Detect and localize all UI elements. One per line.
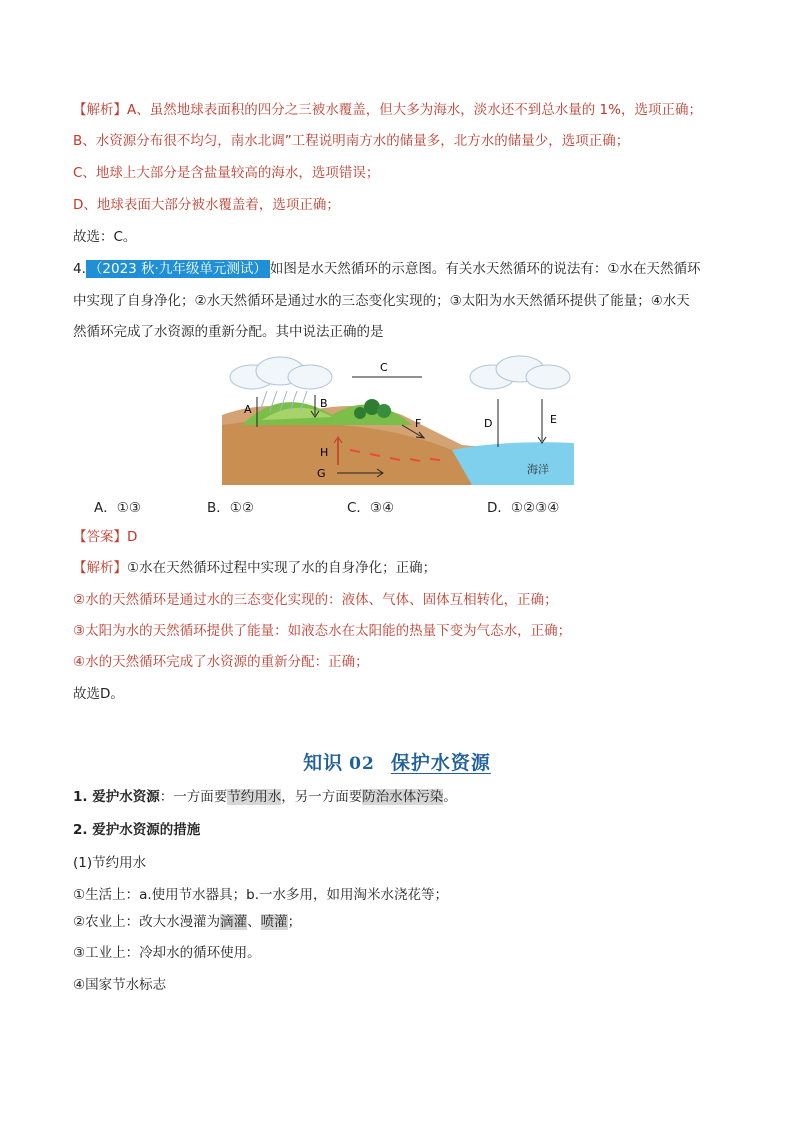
question-4-line-3: 然循环完成了水资源的重新分配。其中说法正确的是 <box>73 324 384 340</box>
highlight-save-water: 节约用水 <box>227 789 282 805</box>
para-1-text-b: ，另一方面要 <box>281 789 363 805</box>
highlight-spray: 喷灌 <box>260 914 288 930</box>
water-cycle-diagram <box>222 355 574 485</box>
tree <box>377 404 391 418</box>
section-prefix: 知识 <box>303 752 344 774</box>
content-para-6: ③工业上：冷却水的循环使用。 <box>73 945 261 961</box>
para-1-label: 1. 爱护水资源 <box>73 789 160 805</box>
ocean-label: 海洋 <box>527 463 549 476</box>
label-c: C <box>380 361 388 374</box>
highlight-prevent-pollution: 防治水体污染 <box>362 789 444 805</box>
content-para-5 <box>73 912 301 932</box>
highlight-drip: 滴灌 <box>220 914 248 930</box>
para-5-text-a: ②农业上：改大水漫灌为 <box>73 914 221 930</box>
ocean <box>452 442 574 485</box>
answer-line <box>73 527 137 547</box>
para-1-text-a: ：一方面要 <box>159 789 228 805</box>
analysis2-bracket: 【解析】 <box>73 560 127 576</box>
answer-value: D <box>127 529 138 545</box>
label-b: B <box>320 397 328 410</box>
question-text-1: 如图是水天然循环的示意图。有关水天然循环的说法有：①水在天然循环 <box>269 261 701 277</box>
analysis-conclusion: 故选：C。 <box>73 229 137 245</box>
option-a[interactable]: A．①③ <box>94 500 141 516</box>
option-b[interactable]: B．①② <box>207 500 254 516</box>
label-d: D <box>484 417 493 430</box>
question-4-line-1 <box>73 259 700 279</box>
analysis2-conclusion: 故选D。 <box>73 686 124 702</box>
analysis2-line-4: ④水的天然循环完成了水资源的重新分配：正确； <box>73 654 369 670</box>
analysis2-line-1 <box>73 558 436 578</box>
analysis-line-b: B、水资源分布很不均匀，南水北调”工程说明南方水的储量多，北方水的储量少，选项正确； <box>73 133 630 149</box>
para-5-text-b: 、 <box>247 914 261 930</box>
section-heading: 保护水资源 <box>390 752 491 774</box>
analysis-line-d: D、地球表面大部分被水覆盖着，选项正确； <box>73 197 340 213</box>
section-title <box>0 748 794 775</box>
content-para-2: 2. 爱护水资源的措施 <box>73 822 201 838</box>
content-para-4: ①生活上：a.使用节水器具；b.一水多用，如用淘米水浇花等； <box>73 887 449 903</box>
label-a: A <box>244 403 252 416</box>
question-4-line-2: 中实现了自身净化；②水天然循环是通过水的三态变化实现的；③太阳为水天然循环提供了能量；④水天 <box>73 293 690 309</box>
analysis-line-c: C、地球上大部分是含盐量较高的海水，选项错误； <box>73 165 380 181</box>
analysis-line-a <box>73 100 702 120</box>
answer-bracket: 【答案】 <box>73 529 127 545</box>
label-h: H <box>320 446 329 459</box>
content-para-7: ④国家节水标志 <box>73 977 167 993</box>
analysis-bracket: 【解析】 <box>73 102 127 118</box>
option-d[interactable]: D．①②③④ <box>487 500 560 516</box>
label-g: G <box>317 467 326 480</box>
para-1-text-c: 。 <box>443 789 457 805</box>
analysis2-line-2: ②水的天然循环是通过水的三态变化实现的：液体、气体、固体互相转化，正确； <box>73 592 558 608</box>
analysis-text-a: A、虽然地球表面积的四分之三被水覆盖，但大多为海水，淡水还不到总水量的 1%，选项正确； <box>127 102 702 118</box>
question-number: 4. <box>73 261 86 277</box>
section-number: 02 <box>349 754 375 774</box>
content-para-1 <box>73 787 457 807</box>
question-source-tag: （2023 秋·九年级单元测试） <box>86 260 270 278</box>
label-f: F <box>415 417 422 430</box>
option-c[interactable]: C．③④ <box>347 500 395 516</box>
para-5-text-c: ； <box>287 914 302 930</box>
tree <box>354 407 366 419</box>
content-para-3: (1)节约用水 <box>73 855 147 871</box>
analysis2-text-1: ①水在天然循环过程中实现了水的自身净化；正确； <box>127 560 437 576</box>
label-e: E <box>550 413 557 426</box>
analysis2-line-3: ③太阳为水的天然循环提供了能量：如液态水在太阳能的热量下变为气态水，正确； <box>73 623 572 639</box>
